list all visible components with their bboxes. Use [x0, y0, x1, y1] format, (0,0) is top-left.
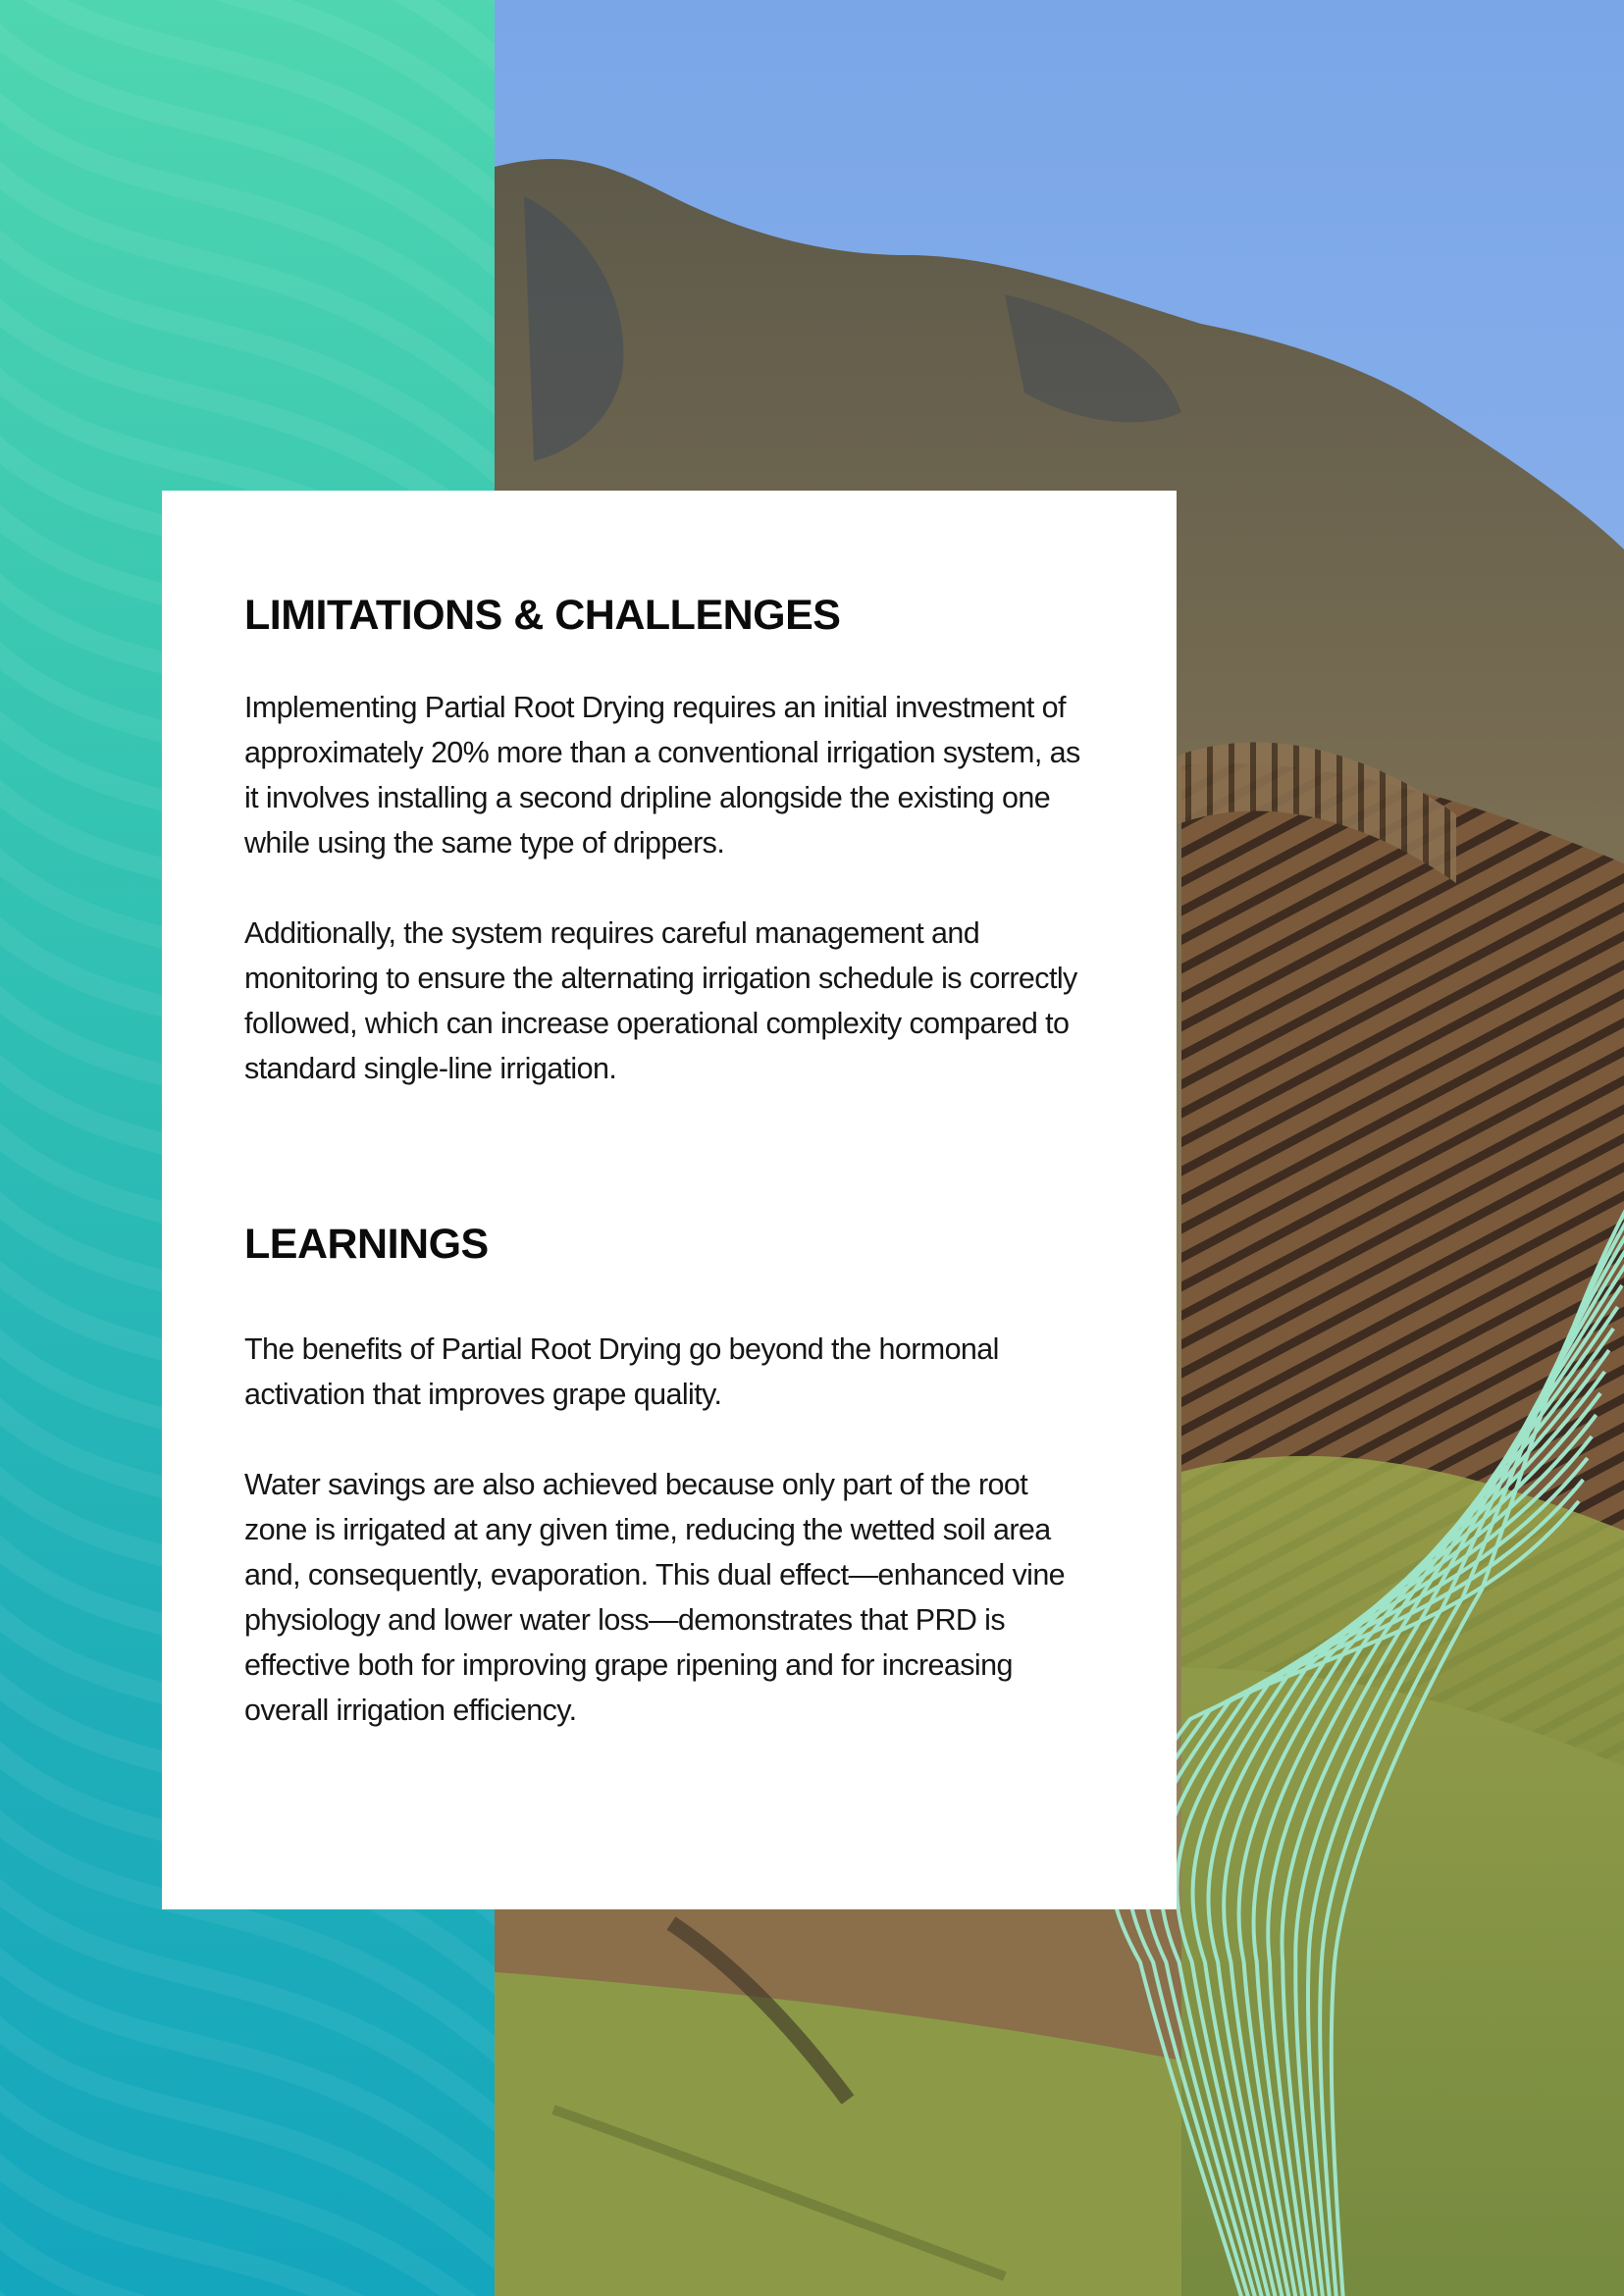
limitations-heading: LIMITATIONS & CHALLENGES — [244, 592, 841, 639]
limitations-paragraph-1: Implementing Partial Root Drying requires an initial investment of approximately 20% more than a conventional irrigation system, as it involves installing a second dripline alongside the existing one while using the same type of drippers. — [244, 690, 1080, 860]
learnings-paragraph-2: Water savings are also achieved because only part of the root zone is irrigated at any given time, reducing the wetted soil area and, consequently, evaporation. This dual effect—enhanced vine physiology and lower water loss—demonstrates that PRD is effective both for improving grape ripening and for increasing overall irrigation efficiency. — [244, 1468, 1066, 1728]
limitations-paragraph-2: Additionally, the system requires careful management and monitoring to ensure the alternating irrigation schedule is correctly followed, which can increase operational complexity compared to standard single-line irrigation. — [244, 915, 1077, 1085]
learnings-paragraph-1: The benefits of Partial Root Drying go beyond the hormonal activation that improves grape quality. — [244, 1332, 999, 1412]
content-card — [162, 491, 1177, 1909]
learnings-heading: LEARNINGS — [244, 1220, 489, 1268]
